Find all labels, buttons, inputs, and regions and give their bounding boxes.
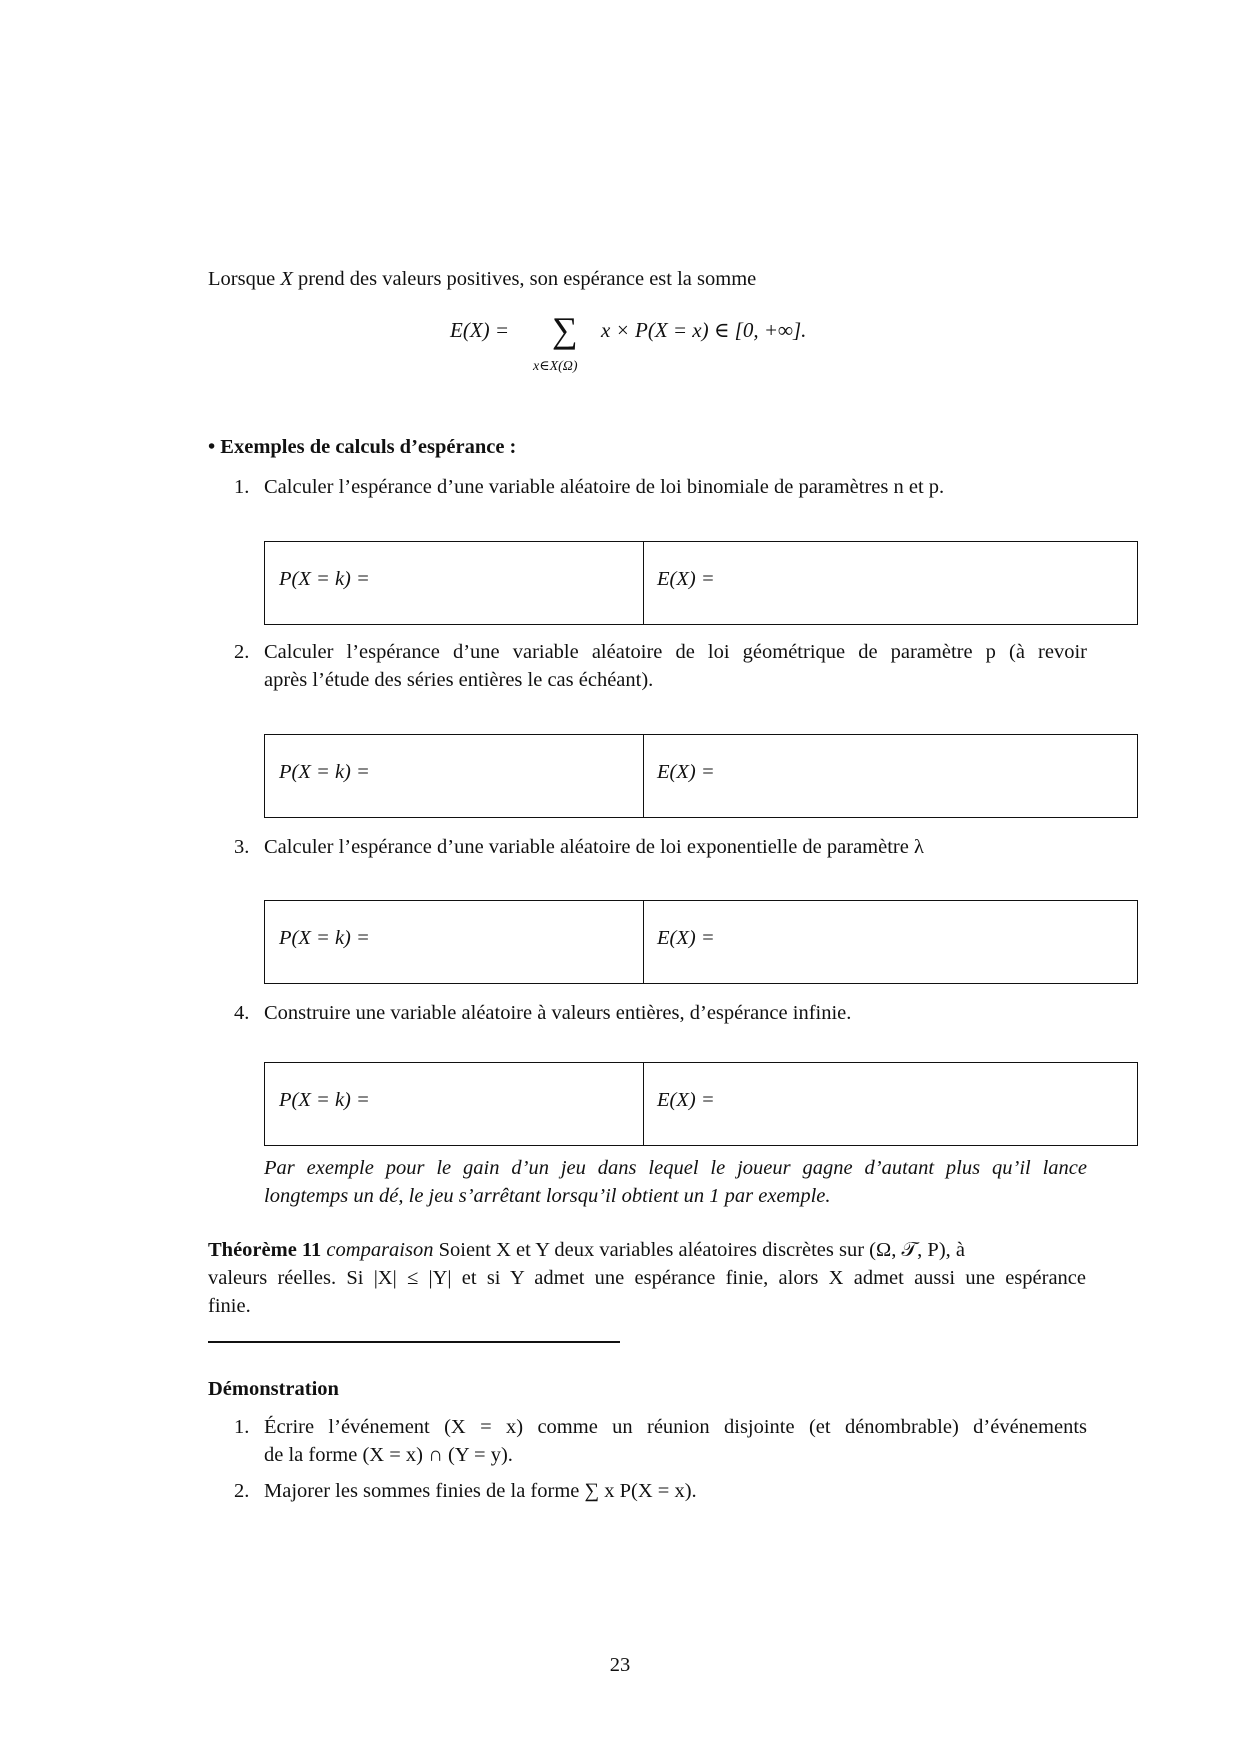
expectation-cell[interactable]: E(X) = — [657, 761, 715, 783]
box-divider — [643, 901, 644, 983]
box-divider — [643, 735, 644, 817]
theorem-name: comparaison — [326, 1239, 434, 1261]
section-divider — [208, 1341, 620, 1343]
example-text: Calculer l’espérance d’une variable aléatoire de loi binomiale de paramètres n et p. — [264, 476, 945, 498]
answer-box — [264, 734, 1138, 818]
box-divider — [643, 1063, 644, 1145]
intro-text-before: Lorsque — [208, 268, 281, 290]
sum-index: x∈X(Ω) — [533, 359, 578, 374]
answer-box — [264, 900, 1138, 984]
theorem-statement-continued: valeurs réelles. Si |X| ≤ |Y| et si Y admet une espérance finie, alors X admet aussi une espérance — [208, 1267, 1086, 1289]
demonstration-step: Écrire l’événement (X = x) comme un réunion disjointe (et dénombrable) d’événements — [264, 1416, 1087, 1438]
example-text: Calculer l’espérance d’une variable aléatoire de loi géométrique de paramètre p (à revoir — [264, 641, 1087, 663]
demonstration-step-continued: de la forme (X = x) ∩ (Y = y). — [264, 1444, 513, 1466]
theorem-statement: Soient X et Y deux variables aléatoires discrètes sur (Ω, 𝒯, P), à — [433, 1239, 966, 1261]
expectation-cell[interactable]: E(X) = — [657, 927, 715, 949]
answer-box — [264, 541, 1138, 625]
expectation-cell[interactable]: E(X) = — [657, 568, 715, 590]
example-number: 3. — [234, 836, 250, 858]
demonstration-number: 1. — [234, 1416, 250, 1438]
demonstration-heading: Démonstration — [208, 1378, 339, 1400]
theorem-first-line — [208, 1239, 1086, 1262]
page-number: 23 — [609, 1654, 631, 1676]
example-note-continued: longtemps un dé, le jeu s’arrêtant lorsqu’il obtient un 1 par exemple. — [264, 1185, 831, 1207]
theorem-statement-end: finie. — [208, 1295, 251, 1317]
box-divider — [643, 542, 644, 624]
probability-cell[interactable]: P(X = k) = — [279, 761, 370, 783]
example-note: Par exemple pour le gain d’un jeu dans lequel le joueur gagne d’autant plus qu’il lance — [264, 1157, 1087, 1179]
intro-variable: X — [280, 268, 293, 290]
sum-symbol: ∑ — [552, 310, 578, 350]
probability-cell[interactable]: P(X = k) = — [279, 1089, 370, 1111]
demonstration-step: Majorer les sommes finies de la forme ∑ x P(X = x). — [264, 1480, 697, 1502]
expectation-cell[interactable]: E(X) = — [657, 1089, 715, 1111]
answer-box — [264, 1062, 1138, 1146]
example-text: Calculer l’espérance d’une variable aléatoire de loi exponentielle de paramètre λ — [264, 836, 924, 858]
example-number: 2. — [234, 641, 250, 663]
example-number: 1. — [234, 476, 250, 498]
demonstration-number: 2. — [234, 1480, 250, 1502]
example-text-continued: après l’étude des séries entières le cas échéant). — [264, 669, 654, 691]
formula-body: x × P(X = x) ∈ [0, +∞]. — [601, 318, 807, 342]
intro-paragraph — [208, 268, 756, 291]
example-text: Construire une variable aléatoire à valeurs entières, d’espérance infinie. — [264, 1002, 852, 1024]
probability-cell[interactable]: P(X = k) = — [279, 568, 370, 590]
theorem-label: Théorème 11 — [208, 1239, 322, 1261]
examples-heading: • Exemples de calculs d’espérance : — [208, 436, 517, 458]
example-number: 4. — [234, 1002, 250, 1024]
formula-lhs: E(X) = — [450, 318, 510, 342]
probability-cell[interactable]: P(X = k) = — [279, 927, 370, 949]
intro-text-after: prend des valeurs positives, son espérance est la somme — [292, 268, 757, 290]
